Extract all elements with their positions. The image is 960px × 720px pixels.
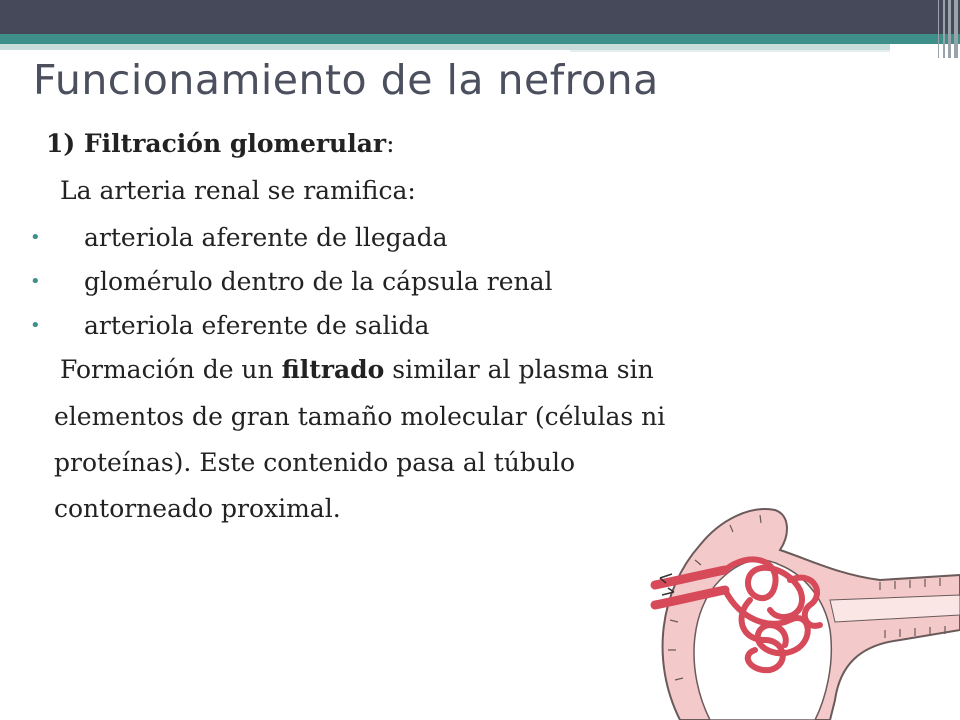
paragraph-line: contorneado proximal. bbox=[54, 494, 341, 523]
paragraph-line: elementos de gran tamaño molecular (células ni bbox=[54, 402, 666, 431]
section-heading bbox=[46, 131, 395, 156]
para-text: Formación de un bbox=[60, 355, 282, 384]
para-text: similar al plasma sin bbox=[384, 355, 654, 384]
corner-stripes bbox=[926, 0, 960, 58]
accent-line bbox=[570, 50, 890, 52]
bullet-item: arteriola aferente de llegada bbox=[84, 223, 448, 252]
bullet-marker: • bbox=[30, 271, 41, 292]
paragraph-line: proteínas). Este contenido pasa al túbulo bbox=[54, 448, 576, 477]
heading-colon: : bbox=[386, 129, 395, 158]
accent-band bbox=[0, 34, 960, 44]
bullet-marker: • bbox=[30, 227, 41, 248]
glomerulus-diagram bbox=[640, 500, 960, 720]
bullet-item: arteriola eferente de salida bbox=[84, 311, 430, 340]
para-bold-term: filtrado bbox=[281, 355, 385, 384]
intro-text: La arteria renal se ramifica: bbox=[60, 176, 416, 205]
bullet-item: glomérulo dentro de la cápsula renal bbox=[84, 267, 553, 296]
bullet-marker: • bbox=[30, 315, 41, 336]
top-bar bbox=[0, 0, 960, 34]
slide-title: Funcionamiento de la nefrona bbox=[33, 56, 659, 104]
paragraph-line bbox=[60, 357, 654, 382]
heading-strong: 1) Filtración glomerular bbox=[46, 129, 387, 158]
